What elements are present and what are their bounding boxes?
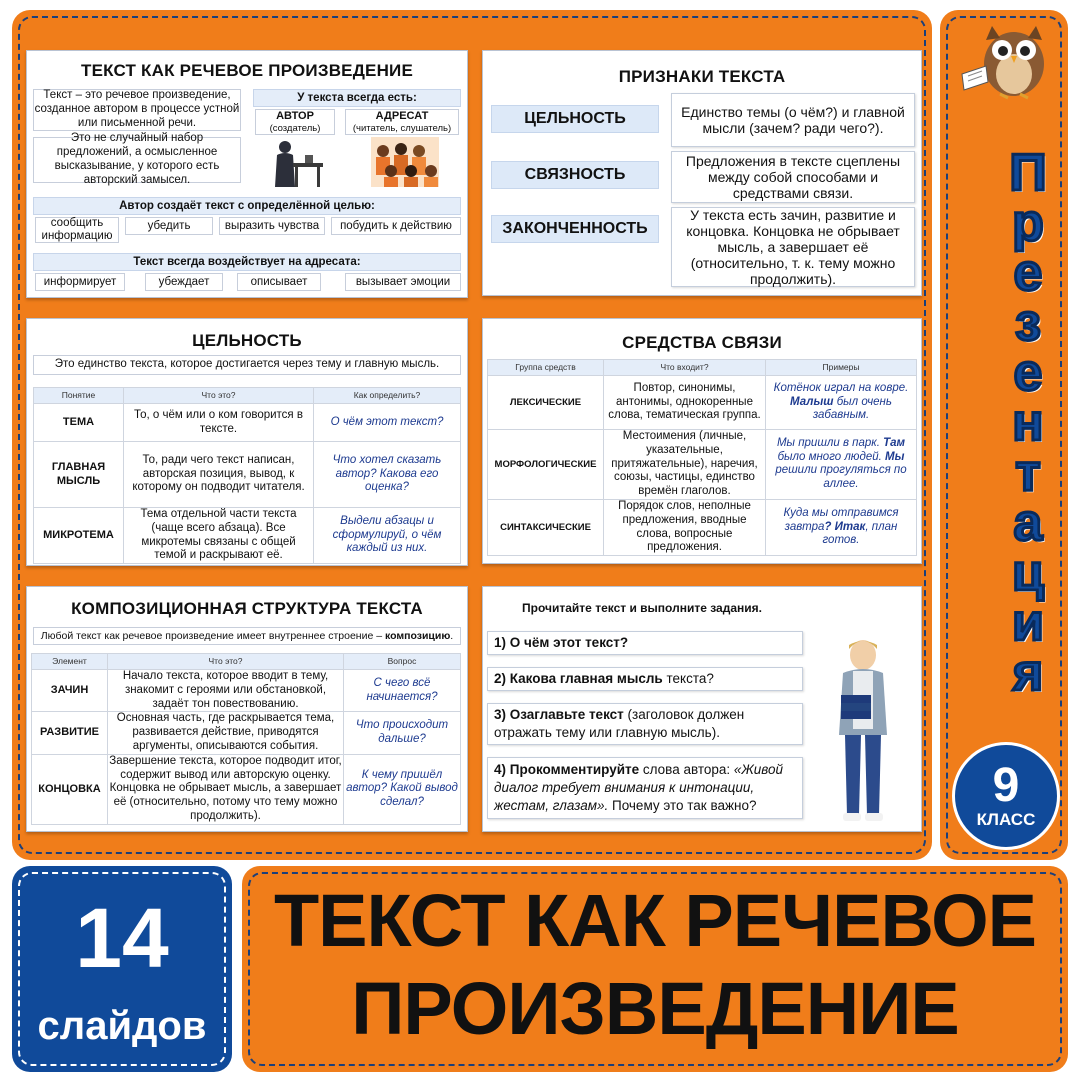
task-text: 1) О чём этот текст?	[494, 634, 629, 650]
example-bold: Итак	[834, 520, 866, 533]
example-cell	[766, 376, 917, 430]
composition-table	[31, 653, 461, 825]
task-2	[487, 667, 803, 691]
task-text: слова автора:	[639, 761, 734, 777]
vertical-title: Презентация	[999, 144, 1057, 694]
example-cell	[766, 499, 917, 555]
example-text: , план готов.	[822, 520, 898, 547]
example-text: Мы пришли в парк.	[776, 436, 884, 449]
feature-label: ЦЕЛЬНОСТЬ	[491, 105, 659, 133]
what-cell: Основная часть, где раскрывается тема, развивается действие, приводятся аргументы, описываются события.	[108, 712, 344, 754]
impact-chip: описывает	[237, 273, 321, 291]
slide-title: ЦЕЛЬНОСТЬ	[192, 331, 302, 350]
definition-box: Текст – это речевое произведение, созданное автором в процессе устной или письменной речи.	[33, 89, 241, 131]
table-row	[34, 442, 461, 508]
slide-title: Прочитайте текст и выполните задания.	[522, 601, 762, 615]
feature-description: Предложения в тексте сцеплены между собой способами и средствами связи.	[671, 151, 915, 203]
task-1	[487, 631, 803, 655]
intro-text: Любой текст как речевое произведение имеет внутреннее строение –	[40, 629, 385, 642]
col-header: Как определить?	[314, 388, 461, 404]
slide-integrity	[26, 318, 468, 566]
example-bold: Там	[883, 436, 906, 449]
example-text: Куда мы отправимся завтра	[783, 506, 899, 533]
table-row	[32, 670, 461, 712]
task-bold: 3) Озаглавьте текст	[494, 706, 624, 722]
feature-description: У текста есть зачин, развитие и концовка. Концовка не обрывает мысль, а завершает её (относительно, т. к. тему можно продолжить).	[671, 207, 915, 287]
slide-text-as-speech-work	[26, 50, 468, 298]
connection-table	[487, 359, 917, 556]
goal-chip: побудить к действию	[331, 217, 461, 235]
col-header: Понятие	[34, 388, 124, 404]
example-cell	[766, 430, 917, 500]
what-cell: Повтор, синонимы, антонимы, однокоренные слова, тематическая группа.	[604, 376, 766, 430]
slide-count-label: слайдов	[37, 1004, 207, 1048]
slide-title: ПРИЗНАКИ ТЕКСТА	[618, 67, 786, 86]
impact-chip: вызывает эмоции	[345, 273, 461, 291]
slide-title: ТЕКСТ КАК РЕЧЕВОЕ ПРОИЗВЕДЕНИЕ	[80, 61, 413, 80]
example-text: Котёнок играл на ковре.	[773, 381, 909, 394]
slide-composition	[26, 586, 468, 832]
feature-description: Единство темы (о чём?) и главной мысли (зачем? ради чего?).	[671, 93, 915, 147]
task-bold: 2) Какова главная мысль	[494, 670, 663, 686]
what-cell: Порядок слов, неполные предложения, вводные слова, вопросные предложения.	[604, 499, 766, 555]
addressee-sub: (читатель, слушатель)	[352, 122, 452, 134]
student-with-books-image	[823, 637, 903, 827]
what-cell: Тема отдельной части текста (чаще всего абзаца). Все микротемы связаны с общей темой и раскрывают её.	[124, 508, 314, 564]
task-quote: «Живой диалог требует внимания к интонации, жестам, глазам».	[494, 761, 784, 814]
owl-reading-icon	[956, 20, 1060, 100]
banner-title-line2: ПРОИЗВЕДЕНИЕ	[351, 967, 959, 1050]
what-cell: Завершение текста, которое подводит итог, содержит вывод или авторскую оценку. Концовка не обрывает мысль, а завершает её (относительно, потому что тему можно продолжить).	[108, 754, 344, 824]
task-text: текста?	[662, 670, 714, 686]
readers-group-image	[371, 137, 439, 187]
col-header: Вопрос	[344, 654, 461, 670]
example-bold: Малыш	[790, 395, 834, 408]
author-sub: (создатель)	[269, 122, 321, 134]
integrity-table	[33, 387, 461, 564]
example-text: было много людей.	[777, 450, 885, 463]
term-cell: МИКРОТЕМА	[34, 508, 124, 564]
slide-text-features	[482, 50, 922, 296]
intro-bold: композицию	[384, 629, 451, 642]
table-row	[488, 499, 917, 555]
impact-header: Текст всегда воздействует на адресата:	[33, 253, 461, 271]
group-cell: МОРФОЛОГИЧЕСКИЕ	[488, 430, 604, 500]
how-cell: Что хотел сказать автор? Какова его оценка?	[314, 442, 461, 508]
feature-label: СВЯЗНОСТЬ	[491, 161, 659, 189]
definition-box: Это не случайный набор предложений, а осмысленное высказывание, у которого есть авторский замысел.	[33, 137, 241, 183]
question-cell: С чего всё начинается?	[344, 670, 461, 712]
slide-means-of-connection	[482, 318, 922, 564]
col-header: Что входит?	[604, 360, 766, 376]
slide-tasks	[482, 586, 922, 832]
group-cell: СИНТАКСИЧЕСКИЕ	[488, 499, 604, 555]
example-bold: Мы	[885, 450, 905, 463]
example-text: был очень забавным.	[812, 395, 892, 422]
table-row	[32, 754, 461, 824]
example-bold: ?	[824, 520, 832, 533]
author-label: АВТОР	[276, 109, 314, 122]
intro-box	[33, 627, 461, 645]
task-text: Почему это так важно?	[608, 798, 757, 814]
term-cell: РАЗВИТИЕ	[32, 712, 108, 754]
col-header: Элемент	[32, 654, 108, 670]
intro-box: Это единство текста, которое достигается через тему и главную мысль.	[33, 355, 461, 375]
what-cell: Местоимения (личные, указательные, притяжательные), наречия, союзы, частицы, единство времён глаголов.	[604, 430, 766, 500]
what-cell: Начало текста, которое вводит в тему, знакомит с героями или обстановкой, задаёт тон повествованию.	[108, 670, 344, 712]
task-3	[487, 703, 803, 745]
slide-count-number: 14	[75, 891, 169, 985]
slide-title: СРЕДСТВА СВЯЗИ	[622, 333, 782, 352]
addressee-label: АДРЕСАТ	[375, 109, 429, 122]
what-cell: То, о чём или о ком говорится в тексте.	[124, 404, 314, 442]
question-cell: К чему пришёл автор? Какой вывод сделал?	[344, 754, 461, 824]
col-header: Что это?	[124, 388, 314, 404]
goal-header: Автор создаёт текст с определённой целью:	[33, 197, 461, 215]
addressee-box	[345, 109, 459, 135]
impact-chip: информирует	[35, 273, 125, 291]
col-header: Что это?	[108, 654, 344, 670]
task-bold: 4) Прокомментируйте	[494, 761, 640, 777]
what-cell: То, ради чего текст написан, авторская позиция, вывод, к которому он подводит читателя.	[124, 442, 314, 508]
task-4	[487, 757, 803, 819]
col-header: Примеры	[766, 360, 917, 376]
table-row	[34, 508, 461, 564]
table-row	[488, 376, 917, 430]
author-box	[255, 109, 335, 135]
table-row	[34, 404, 461, 442]
col-header: Группа средств	[488, 360, 604, 376]
question-cell: Что происходит дальше?	[344, 712, 461, 754]
always-header: У текста всегда есть:	[253, 89, 461, 107]
group-cell: ЛЕКСИЧЕСКИЕ	[488, 376, 604, 430]
goal-chip: сообщить информацию	[35, 217, 119, 243]
table-row	[32, 712, 461, 754]
grade-label: КЛАСС	[976, 810, 1036, 829]
feature-label: ЗАКОНЧЕННОСТЬ	[491, 215, 659, 243]
grade-number: 9	[992, 759, 1020, 812]
example-text: решили прогуляться по аллее.	[775, 464, 907, 491]
grade-badge	[952, 742, 1060, 850]
task-text: (заголовок должен отражать тему или главную мысль).	[494, 706, 745, 740]
slide-title: КОМПОЗИЦИОННАЯ СТРУКТУРА ТЕКСТА	[71, 599, 423, 618]
term-cell: КОНЦОВКА	[32, 754, 108, 824]
term-cell: ГЛАВНАЯ МЫСЛЬ	[34, 442, 124, 508]
how-cell: О чём этот текст?	[314, 404, 461, 442]
term-cell: ЗАЧИН	[32, 670, 108, 712]
term-cell: ТЕМА	[34, 404, 124, 442]
how-cell: Выдели абзацы и сформулируй, о чём каждый из них.	[314, 508, 461, 564]
banner-title-line1: ТЕКСТ КАК РЕЧЕВОЕ	[273, 879, 1037, 962]
writer-silhouette-image	[267, 137, 329, 189]
intro-end: .	[450, 629, 454, 642]
impact-chip: убеждает	[145, 273, 223, 291]
table-row	[488, 430, 917, 500]
goal-chip: выразить чувства	[219, 217, 325, 235]
goal-chip: убедить	[125, 217, 213, 235]
